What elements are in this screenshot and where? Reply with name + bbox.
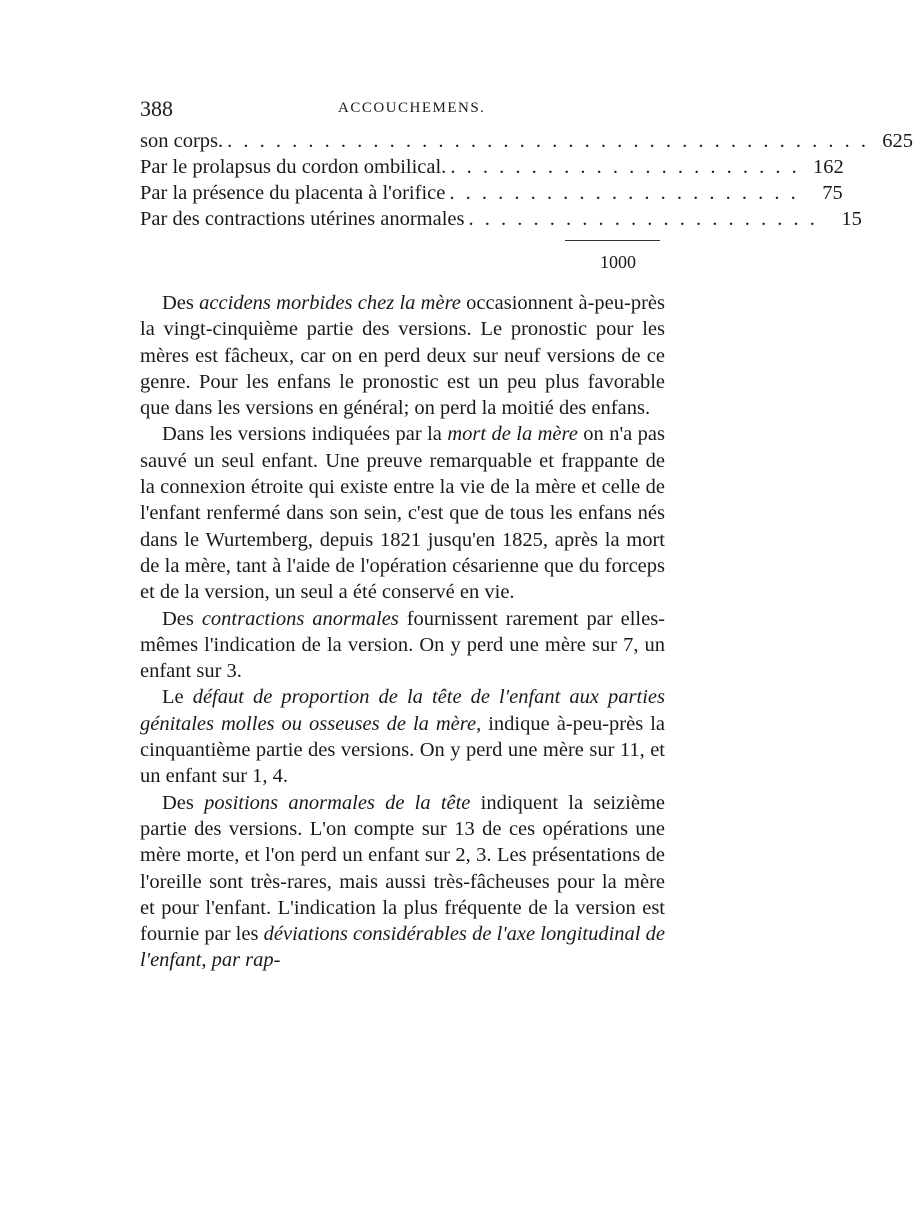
list-item-label: Par le prolapsus du cordon ombilical. bbox=[140, 156, 447, 178]
list-item bbox=[140, 128, 913, 154]
paragraph bbox=[140, 606, 665, 685]
leader-dots: . . . . . . . . . . . . . . . . . . . . . . bbox=[449, 182, 799, 204]
paragraph bbox=[140, 290, 665, 421]
paragraph bbox=[140, 684, 665, 789]
italic-run: défaut de proportion de la tête de l'enfant aux parties génitales molles ou osseuses de la mère bbox=[140, 686, 665, 735]
leader-dots: . . . . . . . . . . . . . . . . . . . . . . bbox=[468, 208, 818, 230]
italic-run: déviations considérables de l'axe longitudinal de l'enfant bbox=[140, 923, 665, 972]
text-run: , indique à-peu-près la cinquantième partie des versions. On y perd une mère sur 11, et un enfant sur 1, 4. bbox=[140, 712, 665, 788]
italic-run: contractions anormales bbox=[201, 607, 399, 630]
body-text bbox=[140, 290, 665, 974]
text-run: on n'a pas sauvé un seul enfant. Une preuve remarquable et frappante de la connexion étroite qui existe entre la vie de la mère et celle de l'enfant renfermé dans son sein, c'est que de tous les enfans nés dans le Wurtemberg, depuis 1821 jusqu'en 1825, après la mort de la mère, tant à l'aide de l'opération césarienne que du forceps et de la version, un seul a été conservé en vie. bbox=[140, 423, 665, 604]
text-run: indiquent la seizième partie des versions. L'on compte sur 13 de ces opérations une mère morte, et l'on perd un enfant sur 2, 3. Les présentations de l'oreille sont très-rares, mais aussi très-fâcheuses pour la mère et pour l'enfant. L'indication la plus fréquente de la version est fournie par les bbox=[140, 791, 665, 946]
text-run: Des bbox=[162, 607, 202, 630]
statistics-list bbox=[140, 128, 913, 232]
italic-run: mort de la mère bbox=[447, 423, 578, 446]
paragraph bbox=[140, 421, 665, 605]
leader-dots: . . . . . . . . . . . . . . . . . . . . . . bbox=[450, 156, 800, 178]
italic-run: par rap- bbox=[211, 949, 281, 972]
list-item bbox=[140, 154, 844, 180]
leader-dots: . . . . . . . . . . . . . . . . . . . . . . . . . . . . . . . . . . . . . . . . bbox=[227, 130, 870, 152]
text-run: Des bbox=[162, 791, 205, 814]
text-run: Dans les versions indiquées par la bbox=[162, 423, 448, 446]
text-run: Le bbox=[162, 686, 193, 709]
sum-rule bbox=[565, 240, 660, 241]
text-run: , bbox=[201, 949, 212, 972]
page-header bbox=[140, 96, 660, 126]
text-run: fournissent rarement par elles-mêmes l'indication de la version. On y perd une mère sur 7, un enfant sur 3. bbox=[140, 607, 666, 683]
list-item-label: son corps. bbox=[140, 130, 224, 152]
list-item bbox=[140, 206, 862, 232]
running-head: ACCOUCHEMENS. bbox=[338, 100, 486, 116]
list-item-value: 75 bbox=[822, 182, 843, 204]
list-item-label: Par la présence du placenta à l'orifice bbox=[140, 182, 446, 204]
list-item-value: 15 bbox=[841, 208, 862, 230]
list-item-value: 162 bbox=[812, 156, 844, 178]
italic-run: positions anormales de la tête bbox=[204, 791, 471, 814]
paragraph bbox=[140, 790, 665, 974]
list-item-label: Par des contractions utérines anormales bbox=[140, 208, 465, 230]
list-item bbox=[140, 180, 843, 206]
total-value: 1000 bbox=[600, 252, 636, 272]
text-run: occasionnent à-peu-près la vingt-cinquième partie des versions. Le pronostic pour les mères est fâcheux, car on en perd deux sur neuf versions de ce genre. Pour les enfans le pronostic est un peu plus favorable que dans les versions en général; on perd la moitié des enfans. bbox=[140, 292, 665, 420]
text-run: Des bbox=[162, 292, 200, 314]
page-number: 388 bbox=[140, 96, 173, 121]
list-item-value: 625 bbox=[882, 130, 913, 152]
italic-run: accidens morbides chez la mère bbox=[199, 292, 461, 314]
